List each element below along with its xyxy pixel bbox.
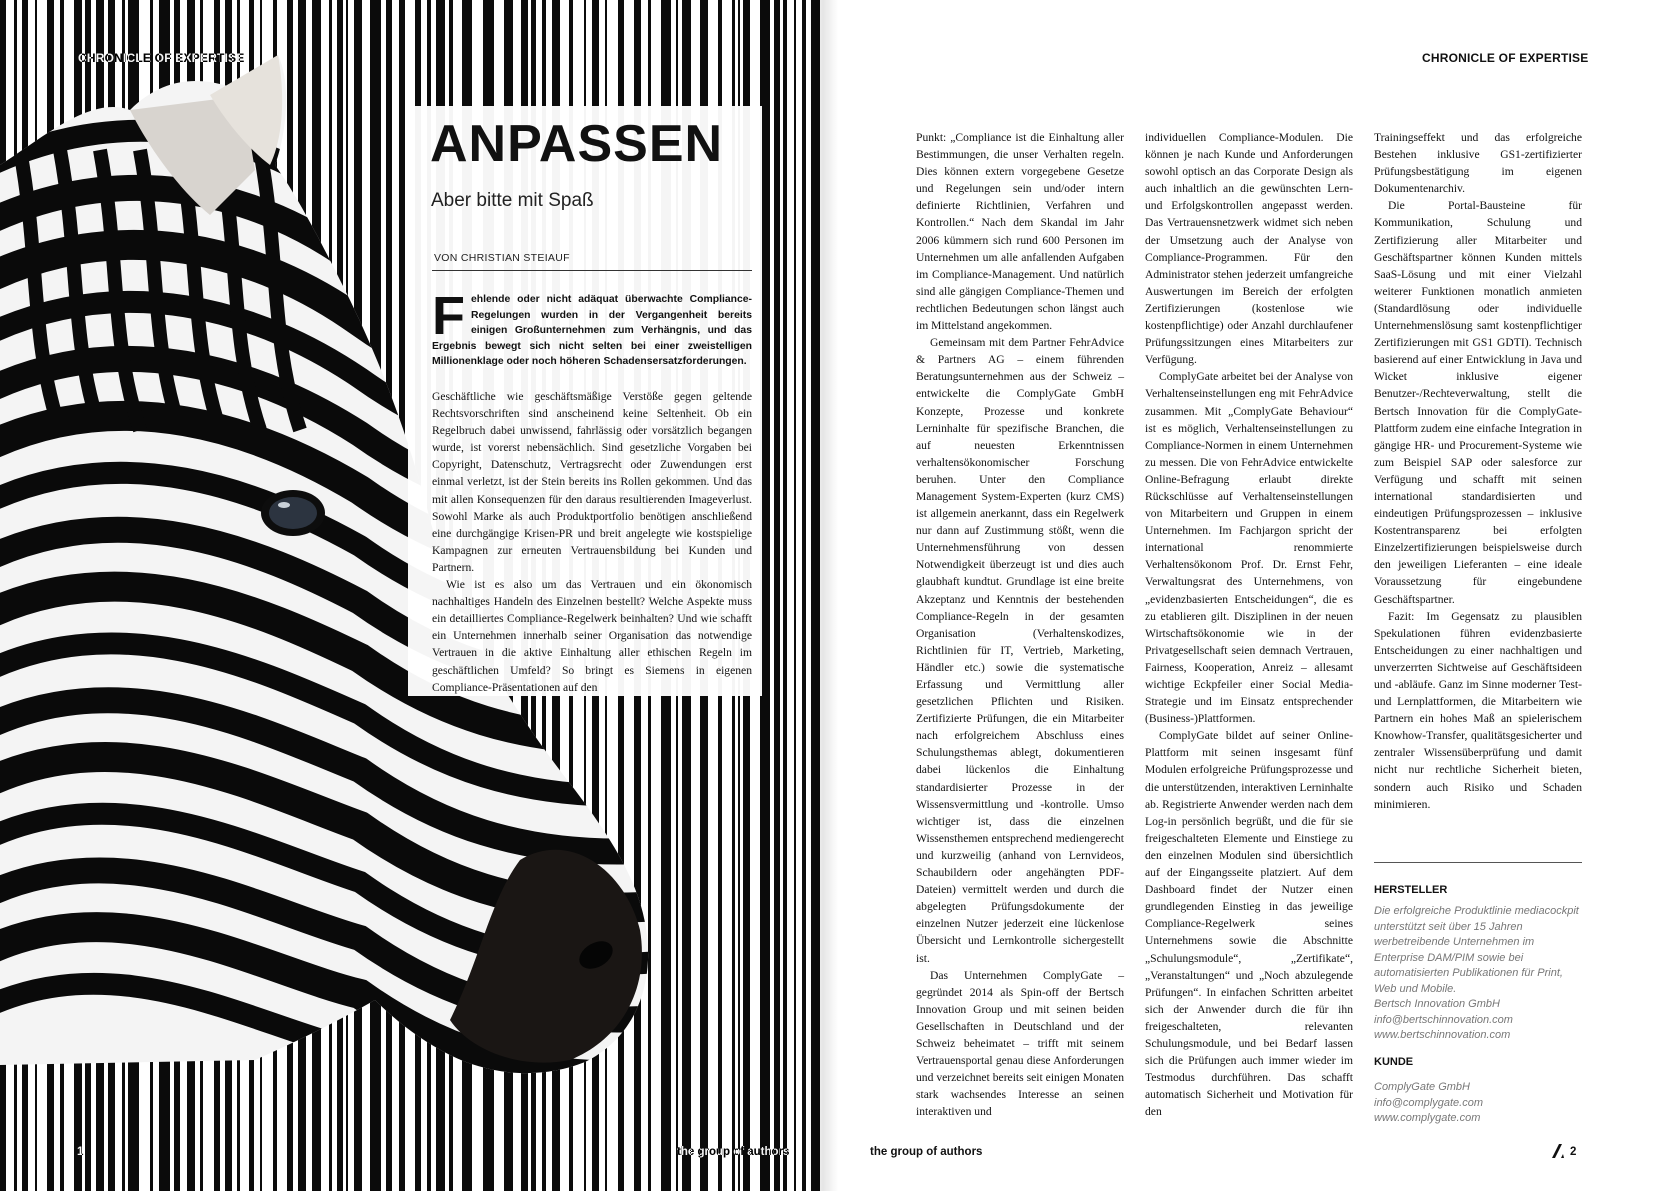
right-page-number: 2 xyxy=(1570,1146,1577,1158)
drop-cap: F xyxy=(432,286,465,346)
body-paragraph: ComplyGate bildet auf seiner Online-Plattform mit seinen insgesamt fünf Modulen erfolgreiche Prüfungsprozesse und die unterstützenden, interaktiven Lerninhalte ab. Registrierte Anwender werden nach dem Log-in persönlich begrüßt, und die für sie freigeschalteten Elemente und Einstiege zu den einzelnen Modulen sind übersichtlich auf der Eingangsseite platziert. Auf dem Dashboard findet der Nutzer einen grundlegenden Einstieg in das jeweilige Compliance-Regelwerk seines Unternehmens sowie die Abschnitte „Schulungsmodule“, „Zertifikate“, „Veranstaltungen“ und „Noch abzulegende Prüfungen“. In einfachen Schritten arbeitet sich der Anwender durch die für ihn freigeschalteten, relevanten Schulungsmodule, und bei Bedarf lassen sich die Prüfungen auch immer wieder im Testmodus durchführen. Das schafft automatisch Sicherheit und Motivation für den xyxy=(1145,729,1353,1119)
left-page xyxy=(0,0,822,1191)
left-body-column xyxy=(432,388,752,696)
hersteller-email-link[interactable]: info@bertschinnovation.com xyxy=(1374,1013,1513,1026)
hersteller-heading: HERSTELLER xyxy=(1374,884,1448,896)
hersteller-text: Die erfolgreiche Produktlinie mediacockpit unterstützt seit über 15 Jahren werbetreibende Unternehmen im Enterprise DAM/PIM sowie bei automatisierten Publikationen für Print, Web und Mobile. xyxy=(1374,905,1579,995)
hersteller-company: Bertsch Innovation GmbH xyxy=(1374,998,1500,1010)
kunde-contact xyxy=(1374,1080,1582,1127)
footer-brand-left: the group of authors xyxy=(677,1146,790,1158)
slash-logo-icon xyxy=(1550,1143,1566,1159)
article-title: ANPASSEN xyxy=(430,115,724,173)
body-column-1 xyxy=(916,129,1124,1120)
kunde-website-link[interactable]: www.complygate.com xyxy=(1374,1112,1481,1124)
running-head-right: CHRONICLE OF EXPERTISE xyxy=(1422,51,1589,65)
body-paragraph: Geschäftliche wie geschäftsmäßige Verstöße gegen geltende Rechtsvorschriften sind anscheinend keine Seltenheit. Ob ein Regelbruch dabei unwissend, fahrlässig oder vorsätzlich begangen wurde, ist vorerst nebensächlich. Sind gesetzliche Vorgaben bei Copyright, Datenschutz, Vertragsrecht oder Zuwendungen erst einmal verletzt, ist der Stein bereits ins Rollen gekommen. Und das mit allen Konsequenzen für den daraus resultierenden Imageverlust. Sowohl Marke als auch Produktportfolio benötigen anschließend eine durchgängige Krisen-PR und breit angelegte wie kostspielige Kampagnen zur erneuten Vertrauensbildung bei Kunden und Partnern. xyxy=(432,390,752,574)
hersteller-website-link[interactable]: www.bertschinnovation.com xyxy=(1374,1029,1511,1041)
body-paragraph: Das Unternehmen ComplyGate – gegründet 2014 als Spin-off der Bertsch Innovation Group und mit seinen beiden Gesellschaften in Deutschland und der Schweiz beheimatet – trifft mit seinem Vertrauensportal genau diese Anforderungen und verzeichnet bereits seit einigen Monaten stark wachsendes Interesse an seinen interaktiven und xyxy=(916,968,1124,1119)
footer-brand-right: the group of authors xyxy=(870,1146,983,1158)
kunde-heading: KUNDE xyxy=(1374,1056,1414,1068)
body-paragraph: Die Portal-Bausteine für Kommunikation, Schulung und Zertifizierung aller Mitarbeiter und Geschäftspartner können Kunden mittels SaaS-Lösung und mit einer Vielzahl weiterer Funktionen monatlich anmieten (Standardlösung oder individuelle Unternehmenslösung samt kostenpflichtiger Zertifizierungen mit GS1 GDTI). Technisch basierend auf einer Entwicklung in Java und Wicket inklusive eigener Benutzer-/Rechteverwaltung, stellt die Bertsch Innovation für die ComplyGate-Plattform zudem eine einfache Integration in gängige HR- und Procurement-Systeme wie zum Beispiel SAP oder salesforce zur Verfügung und schafft mit seinen international standardisierten und eindeutigen Prüfungsprozessen – inklusive Kostentransparenz bei erfolgten Einzelzertifizierungen beispielsweise durch den jeweiligen Lieferanten – eine ideale Voraussetzung für eingebundene Geschäftspartner. xyxy=(1374,199,1582,606)
lead-text: ehlende oder nicht adäquat überwachte Compliance-Regelungen wurden in der Vergangenheit bereits einigen Großunternehmen zum Verhängnis, und das Ergebnis bewegt sich nicht selten bei einer zweistelligen Millionenklage oder noch höheren Schadensersatzforderungen. xyxy=(432,294,752,367)
kunde-company: ComplyGate GmbH xyxy=(1374,1081,1470,1093)
article-subtitle: Aber bitte mit Spaß xyxy=(431,190,594,211)
body-column-3 xyxy=(1374,129,1582,813)
body-paragraph: Wie ist es also um das Vertrauen und ein ökonomisch nachhaltiges Handeln des Einzelnen bestellt? Welche Aspekte muss ein detailliertes Compliance-Regelwerk beinhalten? Und wie schafft ein Unternehmen innerhalb seiner Organisation das notwendige Vertrauen in die aktive Einhaltung aller ethischen Regeln im geschäftlichen Umfeld? So bringt es Siemens in eigenen Compliance-Präsentationen auf den xyxy=(432,578,752,694)
kunde-email-link[interactable]: info@complygate.com xyxy=(1374,1096,1483,1109)
body-paragraph: ComplyGate arbeitet bei der Analyse von Verhaltenseinstellungen eng mit FehrAdvice zusammen. Mit „ComplyGate Behaviour“ ist es möglich, Verhaltenseinstellungen zu Compliance-Normen in einem Unternehmen zu messen. Die von FehrAdvice entwickelte Online-Befragung erlaubt direkte Rückschlüsse auf Verhaltenseinstellungen von Mitarbeitern und Gruppen in einem Unternehmen. Im Fachjargon spricht der international renommierte Verhaltensökonom Prof. Dr. Ernst Fehr, Verwaltungsrat des Unternehmens, von „evidenzbasierten Entscheidungen“, die es zu etablieren gilt. Disziplinen in der neuen Wirtschaftsökonomie wie in der Privatgesellschaft seien demnach Vertrauen, Fairness, Kooperation, Anreiz – allesamt wichtige Eckpfeiler einer Social Media-Strategie und im Einsatz entsprechender (Business-)Plattformen. xyxy=(1145,370,1353,726)
byline: VON CHRISTIAN STEIAUF xyxy=(434,252,570,264)
hersteller-contact xyxy=(1374,997,1582,1044)
lead-paragraph xyxy=(432,286,752,370)
infobox-rule xyxy=(1374,862,1582,863)
body-column-2 xyxy=(1145,129,1353,1120)
body-paragraph: Trainingseffekt und das erfolgreiche Bestehen inklusive GS1-zertifizierter Prüfungsbestätigung im eigenen Dokumentenarchiv. xyxy=(1374,131,1582,196)
body-paragraph: Gemeinsam mit dem Partner FehrAdvice & Partners AG – einem führenden Beratungsunternehmen aus der Schweiz – entwickelte die ComplyGate GmbH Konzepte, Prozesse und konkrete Lerninhalte für spezifische Branchen, die auf neuesten Erkenntnissen verhaltensökonomischer Forschung beruhen. Unter den Compliance Management System-Experten (kurz CMS) ist allgemein anerkannt, dass ein Regelwerk nur dann auf Zustimmung stößt, wenn die Unternehmensführung von dessen Notwendigkeit überzeugt ist und dies auch glaubhaft kundtut. Grundlage ist eine breite Akzeptanz und Kenntnis der bestehenden Compliance-Regeln in der gesamten Organisation (Verhaltenskodizes, Richtlinien für IT, Vertrieb, Marketing, Händler etc.) sowie die systematische Erfassung und Vermittlung aller gesetzlichen Pflichten und Risiken. Zertifizierte Prüfungen, die ein Mitarbeiter nach erfolgreichem Abschluss eines Schulungsthemas ablegt, dokumentieren dabei lückenlos die Einhaltung standardisierter Prozesse in der Wissensvermittlung und -kontrolle. Umso wichtiger ist, dass die einzelnen Wissensthemen entsprechend mediengerecht und kurzweilig (anhand von Lernvideos, Schaubildern oder angehängten PDF-Dateien) vermittelt werden und durch die abgelegten Prüfungsdokumente der einzelnen Nutzer jederzeit eine lückenlose Übersicht und Lernkontrolle sichergestellt ist. xyxy=(916,336,1124,965)
body-paragraph: Fazit: Im Gegensatz zu plausiblen Spekulationen führen evidenzbasierte Entscheidungen zu einer nachhaltigen und unverzerrten Sichtweise auf Geschäftsideen und -abläufe. Ganz im Sinne moderner Test- und Lernplattformen, die Mitarbeitern wie Partnern ein hohes Maß an spielerischem Knowhow-Transfer, qualitätsgesicherter und zentraler Wissensüberprüfung und damit nicht nur rechtliche Sicherheit bieten, sondern auch Risiko und Schaden minimieren. xyxy=(1374,609,1582,811)
byline-rule xyxy=(432,270,752,271)
body-paragraph: individuellen Compliance-Modulen. Die können je nach Kunde und Anforderungen sowohl optisch an das Corporate Design als auch inhaltlich an die gewünschten Lern- und Erfolgskontrollen angepasst werden. Das Vertrauensnetzwerk widmet sich neben der Umsetzung auch der Analyse von Compliance-Programmen. Für den Administrator stehen jederzeit umfangreiche Auswertungen im Bereich der erfolgten Zertifizierungen (kostenlose wie kostenpflichtige) oder Anzahl durchlaufener Prüfungssitzungen eines Mitarbeiters zur Verfügung. xyxy=(1145,131,1353,367)
left-page-number: 1 xyxy=(77,1146,84,1158)
running-head-left: CHRONICLE OF EXPERTISE xyxy=(78,51,245,65)
body-paragraph: Punkt: „Compliance ist die Einhaltung aller Bestimmungen, die unser Verhalten regeln. Dies können extern vorgegebene Gesetze und Regelungen sein und/oder intern definierte Richtlinien, Verfahren und Kontrollen.“ Nach dem Skandal im Jahr 2006 kümmern sich rund 600 Personen im Unternehmen um alle anfallenden Aufgaben im Compliance-Management. Und natürlich sind alle gängigen Compliance-Themen und rechtlichen Bedeutungen schon längst auch im Mittelstand angekommen. xyxy=(916,131,1124,333)
